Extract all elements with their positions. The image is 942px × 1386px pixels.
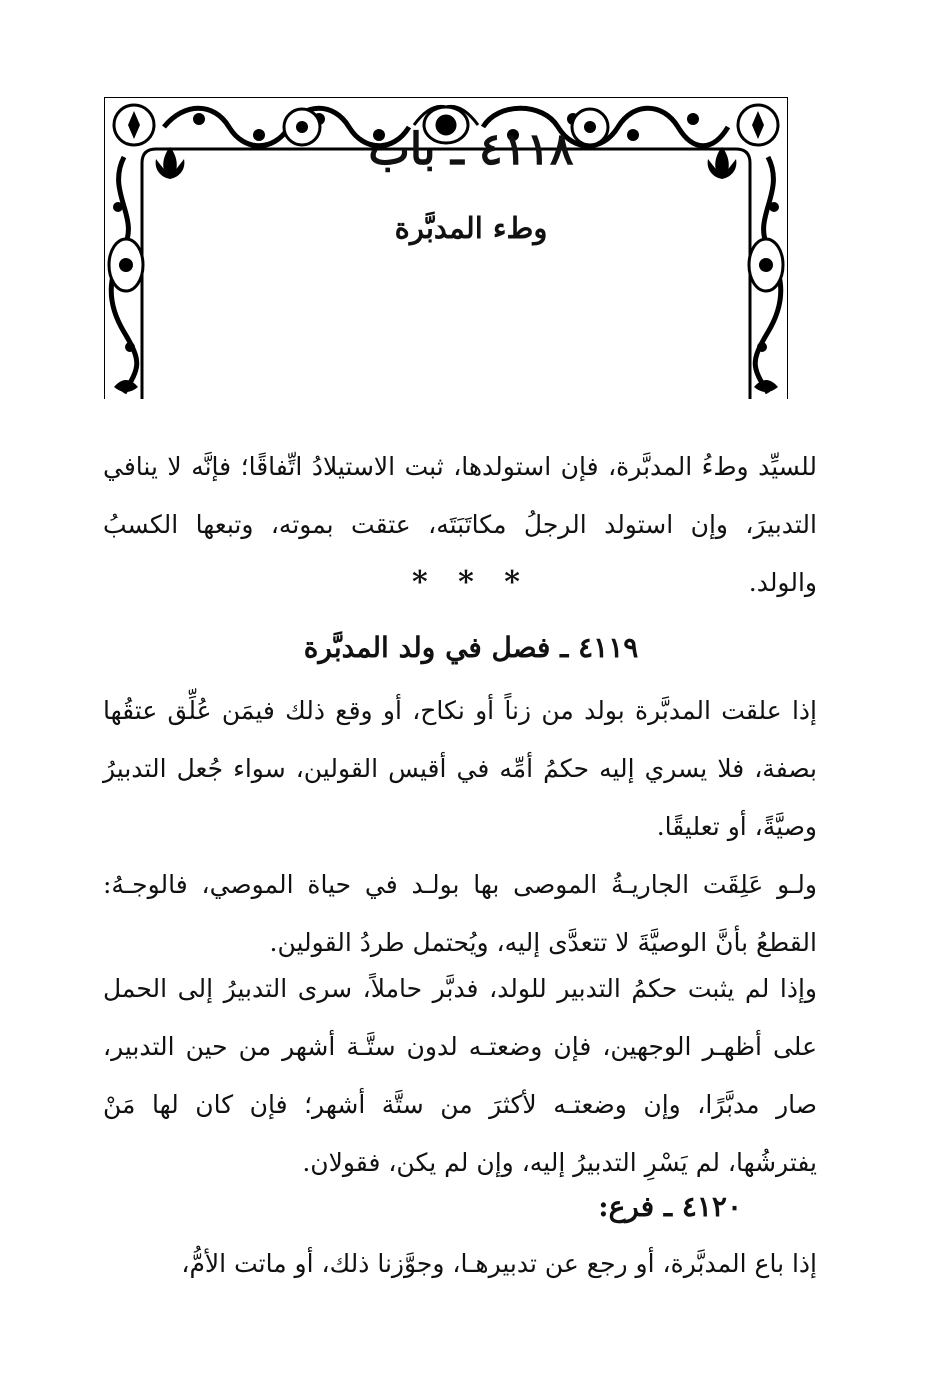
- section-paragraph-1: إذا علقت المدبَّرة بولد من زناً أو نكاح، أو وقع ذلك فيمَن عُلِّق عتقُها بصفة، فلا يسري إليه حكمُ أمِّه في أقيس القولين، سواء جُعل التدبيرُ وصيَّةً، أو تعليقًا.: [103, 696, 817, 841]
- branch-paragraph-1: إذا باع المدبَّرة، أو رجع عن تدبيرهـا، وجوَّزنا ذلك، أو ماتت الأمُّ،: [181, 1249, 817, 1278]
- branch-heading: ٤١٢٠ ـ فرع:: [598, 1190, 742, 1223]
- paragraph-intro: للسيِّد وطءُ المدبَّرة، فإن استولدها، ثبت الاستيلادُ اتِّفاقًا؛ فإنَّه لا ينافي التدبيرَ، وإن استولد الرجلُ مكاتَبَتَه، عتقت بموته، وتبعها الكسبُ والولد.: [103, 452, 817, 597]
- chapter-subtitle: وطء المدبَّرة: [394, 211, 548, 245]
- section-paragraph-3: وإذا لم يثبت حكمُ التدبير للولد، فدبَّر حاملاً، سرى التدبيرُ إلى الحمل على أظهـر الوجهين، فإن وضعتـه لدون ستَّـة أشهر من حين التدبير، صار مدبَّرًا، وإن وضعتـه لأكثرَ من ستَّة أشهر؛ فإن كان لها مَنْ يفترشُها، لم يَسْرِ التدبيرُ إليه، وإن لم يكن، فقولان.: [103, 974, 817, 1177]
- section-heading: ٤١١٩ ـ فصل في ولد المدبَّرة: [303, 631, 639, 664]
- section-paragraph-2: ولـو عَلِقَت الجاريـةُ الموصى بها بولـد في حياة الموصي، فالوجـهُ: القطعُ بأنَّ الوصيَّةَ لا تتعدَّى إليه، ويُحتمل طردُ القولين.: [103, 870, 817, 957]
- section-separator: * * *: [412, 565, 530, 600]
- chapter-title: ٤١١٨ ـ باب: [368, 124, 574, 175]
